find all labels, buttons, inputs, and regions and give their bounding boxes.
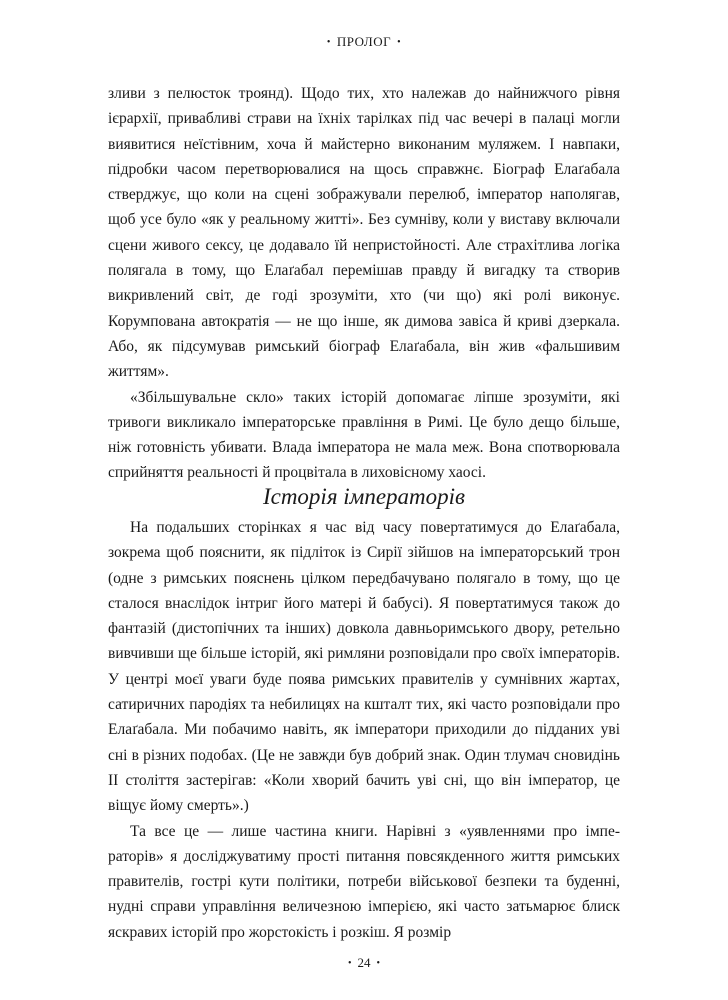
body-text-top [108, 81, 620, 486]
paragraph: «Збільшувальне скло» таких історій допомагає ліпше зрозуміти, які тривоги викликало імператорське правління в Римі. Це було дещо більше, ніж готовність убивати. Влада імператора не мала меж. Вона спотворювала сприйняття реальності й процвітала в лиховісному хаосі. [108, 388, 620, 482]
footer-bullet-right: • [376, 958, 381, 969]
footer-bullet-left: • [347, 958, 352, 969]
page-footer [0, 955, 728, 971]
page-number: 24 [357, 955, 371, 970]
paragraph: На подальших сторінках я час від часу повертатимуся до Елаґабала, зокрема щоб пояснити, як підліток із Сирії зійшов на імператорський трон (одне з римських пояснень цілком передбачувано полягало в тому, що це сталося внаслідок інтриг його матері й бабусі). Я повертатимуся також до фантазій (дистопічних та інших) довкола давньоримського двору, ретельно вивчивши ще більше історій, які римляни розповідали про своїх імператорів. У центрі моєї уваги буде поява римських правителів у сумнівних жартах, сатиричних пародіях та небилицях на кшталт тих, які часто розповідали про Елаґабала. Ми побачимо навіть, як імператори приходили до підданих уві сні в різних подобах. (Це не завжди був добрий знак. Один тлумач сновидінь ІІ століття застерігав: «Коли хворий бачить уві сні, що він імператор, це віщує йому смерть».) [108, 519, 620, 815]
header-bullet-left: • [326, 37, 331, 48]
paragraph: Та все це — лише частина книги. Нарівні з «уявленнями про імператорів» я досліджуватиму прості питання повсякденного життя римських правителів, гострі кути політики, потреби військової безпеки та буденні, нудні справи управління величезною імперією, які часто затьмарює блиск яскравих історій про жорстокість і розкіш. Я розмір [108, 822, 620, 941]
section-heading: Історія імператорів [262, 484, 466, 509]
paragraph-continued: зливи з пелюсток троянд). Щодо тих, хто належав до найнижчого рівня ієрархії, привабливі страви на їхніх тарілках під час вечері в палаці могли виявитися неїстівним, хоча й майстерно виконаним муляжем. І навпаки, підробки часом перетворювалися на щось справжнє. Біограф Елаґабала стверджує, що коли на сцені зображували перелюб, імператор наполягав, щоб усе було «як у реальному житті». Без сумніву, коли у виставу включали сцени живого сексу, це додавало їй непристойності. Але страхітлива логіка полягала в тому, що Елаґабал перемішав правду й вигадку та створив викривлений світ, де годі зрозуміти, хто (чи що) які ролі виконує. Корумпована автократія — не що інше, як димова завіса й криві дзеркала. Або, як підсумував римський біограф Елаґабала, він жив «фальшивим життям». [108, 85, 620, 381]
body-text-bottom [108, 515, 620, 945]
running-title: ПРОЛОГ [336, 34, 392, 49]
running-header [0, 34, 728, 50]
header-bullet-right: • [397, 37, 402, 48]
